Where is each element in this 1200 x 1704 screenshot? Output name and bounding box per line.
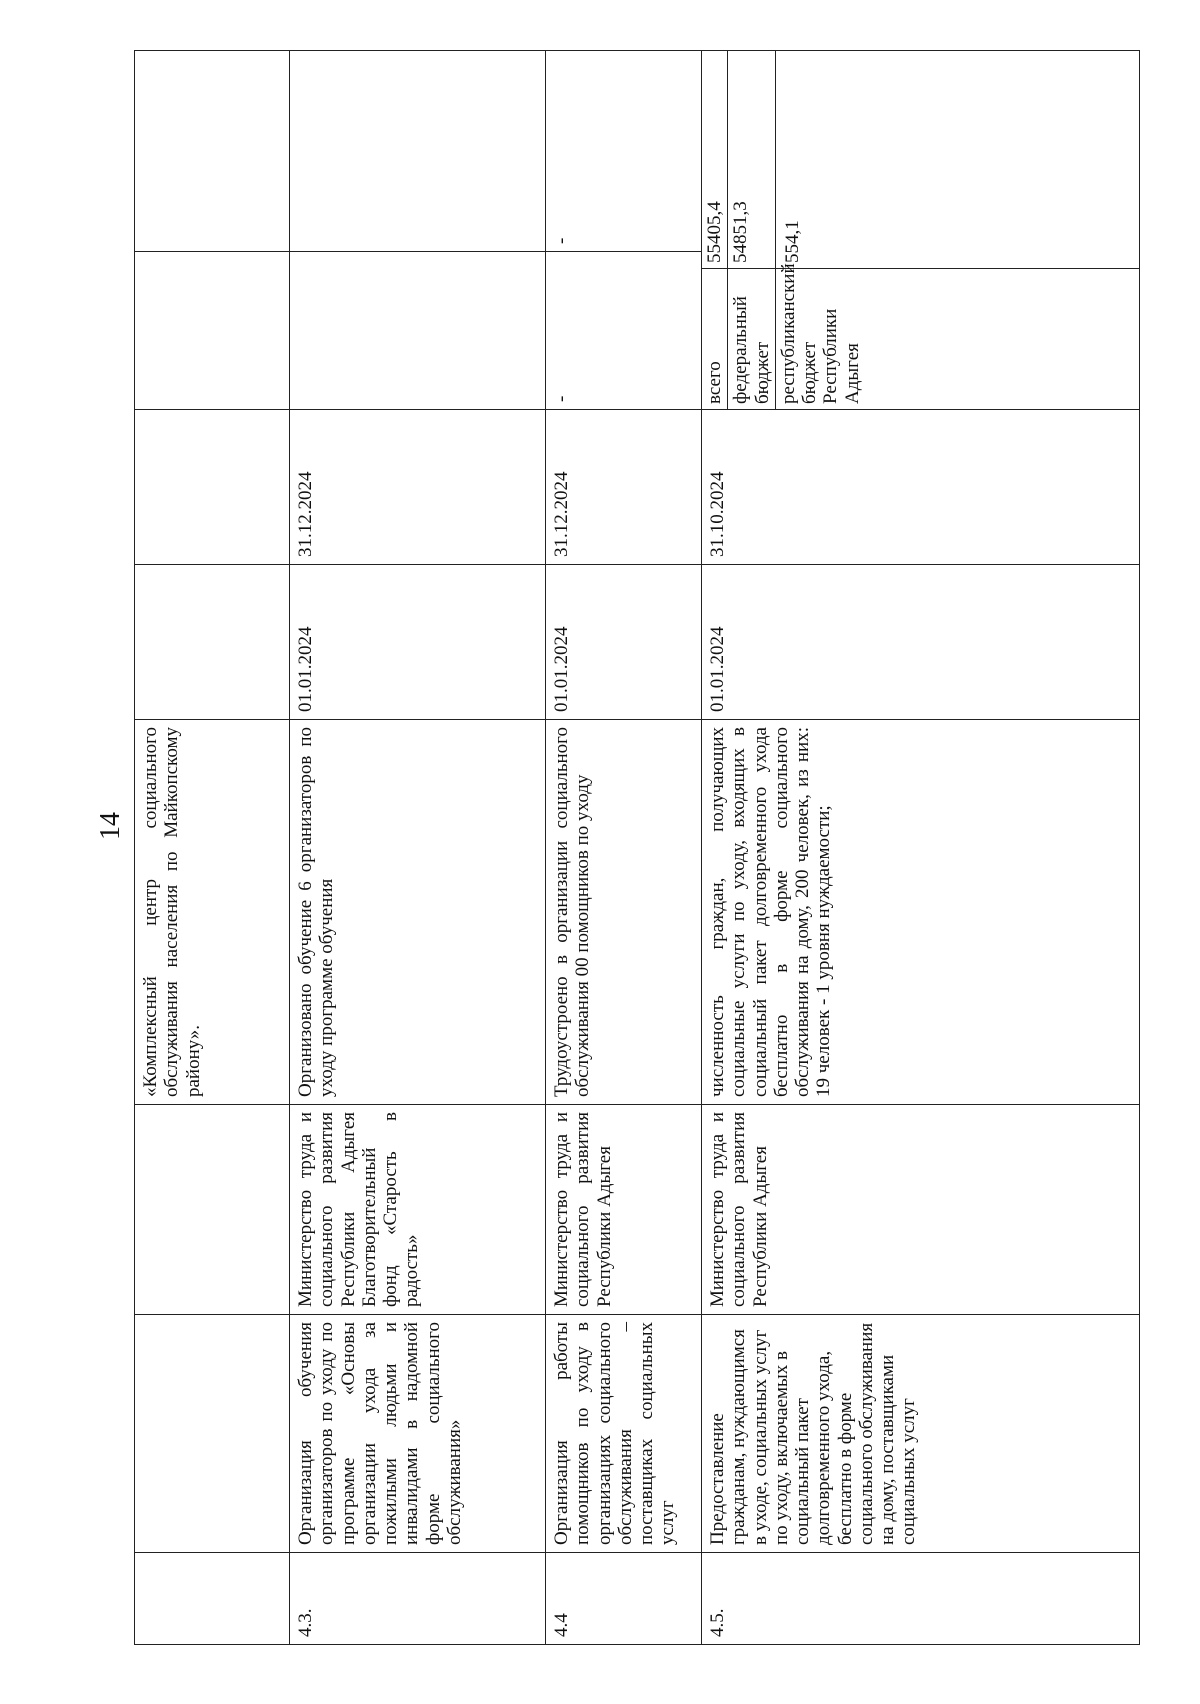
cell-executor-4-5: Министерство труда и социального развития Республики Адыгея: [702, 1105, 1140, 1315]
cell-num-continuation: [135, 1553, 290, 1645]
rotated-table-container: [134, 51, 1140, 1645]
cell-end-continuation: [135, 410, 290, 565]
finance-label: федеральный бюджет: [728, 268, 775, 409]
cell-amount-4-4: -: [546, 51, 702, 252]
finance-value: 55405,4: [704, 201, 725, 263]
cell-source-4-3: [290, 252, 546, 410]
cell-start-4-3: 01.01.2024: [290, 565, 546, 720]
finance-row-total: [702, 51, 728, 409]
cell-finance-4-5: [702, 51, 1140, 410]
cell-name-4-4: Организация работы помощников по уходу в организациях социального обслуживания – поставщиках социальных услуг: [546, 1315, 702, 1553]
page-number: 14: [95, 812, 126, 840]
cell-start-4-4: 01.01.2024: [546, 565, 702, 720]
table-row-4-5: [702, 51, 1140, 1645]
cell-start-4-5: 01.01.2024: [702, 565, 1140, 720]
cell-amount-4-3: [290, 51, 546, 252]
cell-result-4-3: Организовано обучение 6 организаторов по уходу программе обучения: [290, 720, 546, 1105]
cell-num-4-4: 4.4: [546, 1553, 702, 1645]
table-row-continuation: [135, 51, 290, 1645]
cell-result-4-5: численность граждан, получающих социальные услуги по уходу, входящих в социальный пакет долговременного ухода бесплатно в форме социального обслуживания на дому, 200 человек, из них: 19 человек - 1 уровня нуждаемости;: [702, 720, 1140, 1105]
cell-name-4-5: Предоставление гражданам, нуждающимся в уходе, социальных услуг по уходу, включаемых в социальный пакет долговременного ухода, бесплатно в форме социального обслуживания на дому, поставщиками социальных услуг: [702, 1315, 1140, 1553]
cell-executor-continuation: [135, 1105, 290, 1315]
cell-name-4-3: Организация обучения организаторов по уходу по программе «Основы организации ухода за пожилыми людьми и инвалидами в надомной форме социального обслуживания»: [290, 1315, 546, 1553]
finance-subtable: [702, 51, 1139, 409]
cell-end-4-5: 31.10.2024: [702, 410, 1140, 565]
finance-row-federal: [728, 51, 776, 409]
cell-result-continuation: «Комплексный центр социального обслуживания населения по Майкопскому району».: [135, 720, 290, 1105]
cell-end-4-3: 31.12.2024: [290, 410, 546, 565]
cell-source-4-4: -: [546, 252, 702, 410]
finance-value: 554,1: [781, 220, 803, 263]
finance-value: 54851,3: [730, 201, 752, 263]
finance-label: республиканский бюджет Республики Адыгея: [776, 268, 1139, 409]
cell-executor-4-4: Министерство труда и социального развития Республики Адыгея: [546, 1105, 702, 1315]
finance-row-republic: [776, 51, 1139, 409]
table-row-4-3: [290, 51, 546, 1645]
cell-executor-4-3: Министерство труда и социального развития Республики Адыгея Благотворительный фонд «Старость в радость»: [290, 1105, 546, 1315]
cell-source-continuation: [135, 252, 290, 410]
cell-name-continuation: [135, 1315, 290, 1553]
cell-result-4-4: Трудоустроено в организации социального обслуживания 00 помощников по уходу: [546, 720, 702, 1105]
table-row-4-4: [546, 51, 702, 1645]
finance-label: всего: [702, 268, 727, 409]
cell-amount-continuation: [135, 51, 290, 252]
cell-num-4-3: 4.3.: [290, 1553, 546, 1645]
cell-end-4-4: 31.12.2024: [546, 410, 702, 565]
cell-start-continuation: [135, 565, 290, 720]
cell-num-4-5: 4.5.: [702, 1553, 1140, 1645]
plan-table: [134, 50, 1140, 1645]
